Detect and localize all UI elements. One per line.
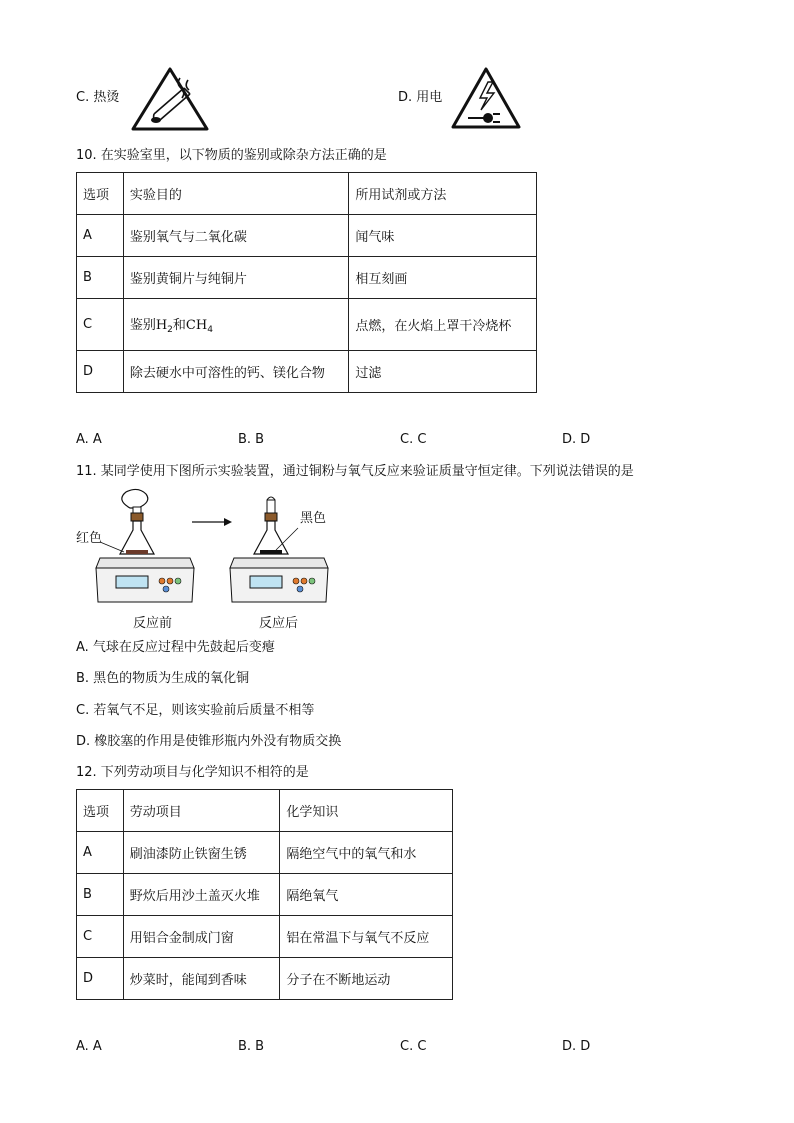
row-option: A (77, 215, 124, 257)
row-goal: 除去硬水中可溶性的钙、镁化合物 (123, 351, 349, 393)
table-row (77, 958, 453, 1000)
caption-before: 反应前 (133, 616, 173, 631)
table-row (77, 874, 453, 916)
choice-b[interactable]: B. B (238, 1039, 265, 1054)
row-knowledge: 隔绝空气中的氧气和水 (280, 832, 453, 874)
row-option: C (77, 299, 124, 351)
table-header-row (77, 173, 537, 215)
header-knowledge: 化学知识 (280, 790, 453, 832)
question-12-choices (76, 1038, 636, 1056)
scale-flask-before-image (86, 486, 210, 610)
row-option: C (77, 916, 124, 958)
row-knowledge: 分子在不断地运动 (280, 958, 453, 1000)
row-method: 点燃，在火焰上罩干冷烧杯 (349, 299, 537, 351)
header-goal: 实验目的 (123, 173, 349, 215)
row-method: 闻气味 (349, 215, 537, 257)
table-row (77, 215, 537, 257)
table-row (77, 916, 453, 958)
label-red: 红色 (76, 531, 103, 546)
scale-flask-after-image (224, 486, 348, 610)
table-row (77, 832, 453, 874)
label-black: 黑色 (300, 511, 327, 526)
question-11-stem: 11. 某同学使用下图所示实验装置，通过铜粉与氧气反应来验证质量守恒定律。下列说法错误的是 (76, 464, 634, 479)
question-10-choices (76, 431, 636, 449)
hot-surface-warning-icon (130, 66, 210, 132)
header-option: 选项 (77, 173, 124, 215)
row-method: 过滤 (349, 351, 537, 393)
table-row (77, 299, 537, 351)
choice-c[interactable]: C. C (400, 432, 427, 447)
choice-d[interactable]: D. D (562, 432, 591, 447)
electricity-warning-icon (450, 66, 522, 130)
hazard-d-label: D. 用电 (398, 90, 443, 105)
q11-option-b[interactable]: B. 黑色的物质为生成的氧化铜 (76, 671, 250, 686)
choice-d[interactable]: D. D (562, 1039, 591, 1054)
choice-b[interactable]: B. B (238, 432, 265, 447)
header-task: 劳动项目 (123, 790, 280, 832)
row-option: B (77, 257, 124, 299)
question-10-stem: 10. 在实验室里，以下物质的鉴别或除杂方法正确的是 (76, 148, 387, 163)
table-header-row (77, 790, 453, 832)
header-method: 所用试剂或方法 (349, 173, 537, 215)
question-12-stem: 12. 下列劳动项目与化学知识不相符的是 (76, 765, 309, 780)
choice-c[interactable]: C. C (400, 1039, 427, 1054)
row-option: D (77, 958, 124, 1000)
row-task: 刷油漆防止铁窗生锈 (123, 832, 280, 874)
question-12-table (76, 789, 453, 1000)
q11-option-a[interactable]: A. 气球在反应过程中先鼓起后变瘪 (76, 640, 275, 655)
hazard-c-label: C. 热烫 (76, 90, 120, 105)
row-goal: 鉴别氧气与二氧化碳 (123, 215, 349, 257)
header-option: 选项 (77, 790, 124, 832)
row-method: 相互刻画 (349, 257, 537, 299)
row-knowledge: 隔绝氧气 (280, 874, 453, 916)
table-row (77, 257, 537, 299)
q11-option-c[interactable]: C. 若氧气不足，则该实验前后质量不相等 (76, 703, 315, 718)
choice-a[interactable]: A. A (76, 432, 102, 447)
row-goal-formula: 鉴别$H_2$和$CH_4$ (123, 299, 349, 351)
row-task: 用铝合金制成门窗 (123, 916, 280, 958)
caption-after: 反应后 (259, 616, 299, 631)
table-row (77, 351, 537, 393)
row-option: A (77, 832, 124, 874)
question-10-table (76, 172, 537, 393)
row-goal: 鉴别黄铜片与纯铜片 (123, 257, 349, 299)
row-option: D (77, 351, 124, 393)
row-knowledge: 铝在常温下与氧气不反应 (280, 916, 453, 958)
row-task: 野炊后用沙土盖灭火堆 (123, 874, 280, 916)
row-option: B (77, 874, 124, 916)
q11-option-d[interactable]: D. 橡胶塞的作用是使锥形瓶内外没有物质交换 (76, 734, 342, 749)
row-task: 炒菜时，能闻到香味 (123, 958, 280, 1000)
choice-a[interactable]: A. A (76, 1039, 102, 1054)
